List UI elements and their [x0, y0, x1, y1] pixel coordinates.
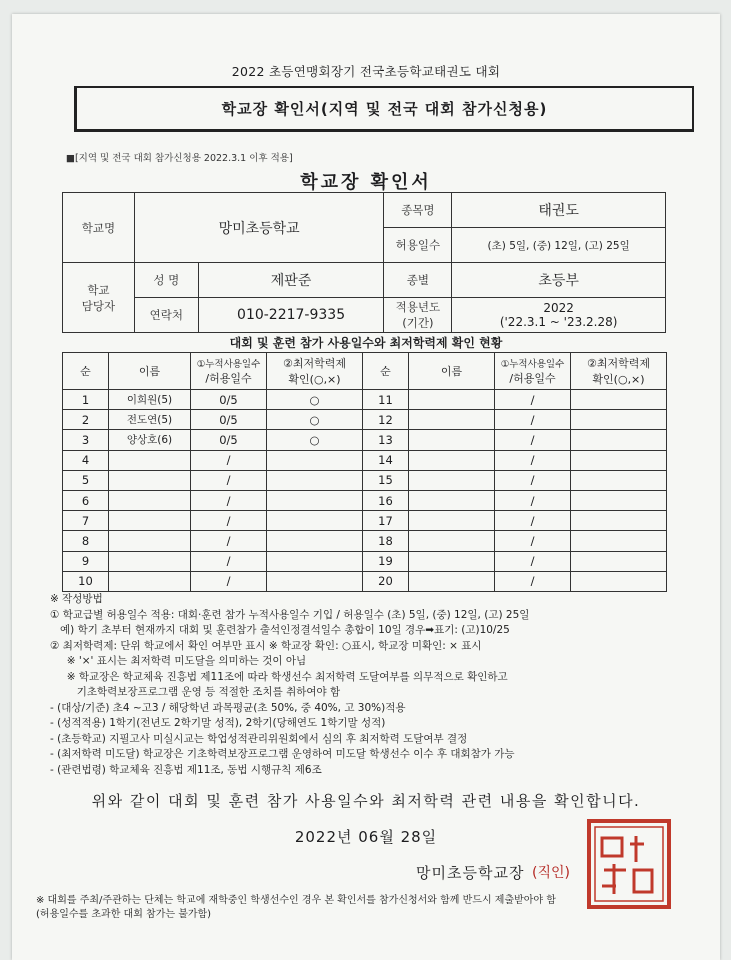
- row-check: [571, 450, 667, 470]
- allowed-days-value: (초) 5일, (중) 12일, (고) 25일: [452, 228, 666, 263]
- row-name: [109, 531, 191, 551]
- row-days: /: [495, 551, 571, 571]
- row-no: 10: [63, 571, 109, 591]
- row-days: /: [191, 450, 267, 470]
- row-days: /: [191, 571, 267, 591]
- row-no: 15: [363, 470, 409, 490]
- row-days: /: [495, 430, 571, 450]
- row-check: [267, 490, 363, 510]
- division-value: 초등부: [452, 263, 666, 298]
- info-table: [62, 192, 666, 333]
- header-min-line-1: ②최저학력제: [283, 357, 346, 370]
- row-name: 전도연(5): [109, 410, 191, 430]
- row-days: 0/5: [191, 430, 267, 450]
- note-line: - (초등학교) 지필고사 미실시교는 학업성적관리위원회에서 심의 후 최저학력 도달여부 결정: [50, 732, 468, 745]
- row-name: 이희원(5): [109, 390, 191, 410]
- row-days: /: [191, 551, 267, 571]
- table-row: [63, 430, 667, 450]
- doc-box-title: [74, 86, 694, 132]
- note-line: 예) 학기 초부터 현재까지 대회 및 훈련참가 출석인정결석일수 총합이 10일 경우➡표기: (고)10/25: [50, 624, 510, 636]
- school-label: 학교명: [63, 193, 135, 263]
- contact-value: 010-2217-9335: [198, 298, 384, 333]
- doc-box-title-text: 학교장 확인서(지역 및 전국 대회 참가신청용): [221, 100, 548, 118]
- note-line: ※ 작성방법: [50, 593, 103, 605]
- row-check: [267, 531, 363, 551]
- row-check: [267, 571, 363, 591]
- row-days: /: [191, 511, 267, 531]
- notes-section: [50, 592, 529, 778]
- event-title: 2022 초등연맹회장기 전국초등학교태권도 대회: [231, 64, 501, 79]
- row-days: /: [191, 531, 267, 551]
- manager-name: 제판준: [198, 263, 384, 298]
- page-title: 학교장 확인서: [300, 172, 432, 193]
- row-check: ○: [267, 410, 363, 430]
- row-name: [409, 571, 495, 591]
- table-row: [63, 450, 667, 470]
- header-min-right: [571, 353, 667, 390]
- manager-label-line-2: 담당자: [81, 298, 116, 313]
- row-check: [267, 551, 363, 571]
- row-days: /: [495, 571, 571, 591]
- school-seal-icon: [586, 818, 672, 910]
- row-check: [571, 430, 667, 450]
- row-check: [571, 490, 667, 510]
- row-no: 3: [63, 430, 109, 450]
- note-line: - (최저학력 미도달) 학교장은 기초학력보장프로그램 운영하여 미도달 학생선수 이수 후 대회참가 가능: [50, 748, 515, 760]
- row-name: [409, 470, 495, 490]
- row-no: 7: [63, 511, 109, 531]
- footer-line: (허용일수를 초과한 대회 참가는 불가함): [36, 909, 212, 920]
- header-no-right: 순: [363, 353, 409, 390]
- row-name: [409, 531, 495, 551]
- table-header-row: [63, 353, 667, 390]
- note-line: ※ '×' 표시는 최저학력 미도달을 의미하는 것이 아님: [50, 655, 307, 667]
- table-row: [63, 531, 667, 551]
- seal-mark: (직인): [532, 865, 570, 881]
- year: 2022: [543, 301, 574, 315]
- section-title: 대회 및 훈련 참가 사용일수와 최저학력제 확인 현황: [229, 336, 503, 350]
- table-row: [63, 410, 667, 430]
- header-days-right-line-2: /허용일수: [509, 372, 556, 385]
- header-min-right-line-1: ②최저학력제: [587, 357, 650, 370]
- header-days: [191, 353, 267, 390]
- row-days: 0/5: [191, 390, 267, 410]
- row-check: [267, 450, 363, 470]
- manager-label-line-1: 학교: [87, 282, 110, 297]
- row-no: 6: [63, 490, 109, 510]
- sport-value: 태권도: [452, 193, 666, 228]
- table-row: [63, 490, 667, 510]
- row-days: /: [495, 511, 571, 531]
- row-name: [109, 551, 191, 571]
- row-no: 5: [63, 470, 109, 490]
- contact-label: 연락처: [134, 298, 198, 333]
- header-min: [267, 353, 363, 390]
- header-name-right: 이름: [409, 353, 495, 390]
- row-check: [571, 571, 667, 591]
- division-label: 종별: [384, 263, 452, 298]
- row-check: [571, 551, 667, 571]
- row-check: [571, 390, 667, 410]
- row-check: [267, 511, 363, 531]
- header-days-line-2: /허용일수: [205, 372, 252, 385]
- note-line: - (성적적용) 1학기(전년도 2학기말 성적), 2학기(당해연도 1학기말 성적): [50, 717, 386, 729]
- row-no: 20: [363, 571, 409, 591]
- table-row: [63, 390, 667, 410]
- header-min-right-line-2: 확인(○,×): [592, 373, 645, 386]
- row-check: [571, 410, 667, 430]
- row-days: /: [495, 490, 571, 510]
- row-no: 12: [363, 410, 409, 430]
- note-line: ② 최저학력제: 단위 학교에서 확인 여부만 표시 ※ 학교장 확인: ○표시, 학교장 미확인: × 표시: [50, 639, 482, 652]
- row-no: 1: [63, 390, 109, 410]
- row-days: /: [495, 410, 571, 430]
- row-name: [109, 470, 191, 490]
- confirm-statement: 위와 같이 대회 및 훈련 참가 사용일수와 최저학력 관련 내용을 확인합니다.: [91, 792, 641, 810]
- row-name: 양상호(6): [109, 430, 191, 450]
- school-name: 망미초등학교: [134, 193, 384, 263]
- header-name: 이름: [109, 353, 191, 390]
- document-page: [12, 14, 720, 960]
- year-value: [452, 298, 666, 333]
- row-days: /: [495, 531, 571, 551]
- manager-label: [63, 263, 135, 333]
- note-line: ① 학교급별 허용일수 적용: 대회·훈련 참가 누적사용일수 기입 / 허용일수 (초) 5일, (중) 12일, (고) 25일: [50, 608, 530, 621]
- row-no: 11: [363, 390, 409, 410]
- header-min-line-2: 확인(○,×): [288, 373, 341, 386]
- note-line: ※ 학교장은 학교체육 진흥법 제11조에 따라 학생선수 최저학력 도달여부를 의무적으로 확인하고: [50, 670, 508, 683]
- header-no: 순: [63, 353, 109, 390]
- row-name: [409, 430, 495, 450]
- row-no: 13: [363, 430, 409, 450]
- row-name: [109, 511, 191, 531]
- header-days-right: [495, 353, 571, 390]
- row-name: [109, 490, 191, 510]
- row-no: 19: [363, 551, 409, 571]
- table-row: [63, 571, 667, 591]
- row-check: [571, 531, 667, 551]
- footer-line: ※ 대회를 주최/주관하는 단체는 학교에 재학중인 학생선수인 경우 본 확인서를 참가신청서와 함께 반드시 제출받아야 함: [36, 895, 556, 906]
- principal-name: 망미초등학교장: [416, 864, 525, 882]
- name-label: 성 명: [134, 263, 198, 298]
- table-row: [63, 470, 667, 490]
- row-check: [571, 470, 667, 490]
- note-line: - (관련법령) 학교체육 진흥법 제11조, 동법 시행규칙 제6조: [50, 763, 322, 776]
- row-days: /: [495, 390, 571, 410]
- row-days: 0/5: [191, 410, 267, 430]
- year-label-line-1: 적용년도: [395, 300, 441, 314]
- row-no: 18: [363, 531, 409, 551]
- row-name: [109, 571, 191, 591]
- row-name: [409, 511, 495, 531]
- row-check: [571, 511, 667, 531]
- note-line: 기초학력보장프로그램 운영 등 적절한 조치를 취하여야 함: [50, 686, 341, 698]
- row-check: [267, 470, 363, 490]
- row-no: 16: [363, 490, 409, 510]
- row-no: 9: [63, 551, 109, 571]
- header-days-right-line-1: ①누적사용일수: [500, 359, 565, 370]
- top-note: ■[지역 및 전국 대회 참가신청용 2022.3.1 이후 적용]: [66, 153, 293, 164]
- row-name: [409, 410, 495, 430]
- row-days: /: [495, 470, 571, 490]
- footer-notes: [36, 894, 556, 922]
- row-check: ○: [267, 430, 363, 450]
- header-days-line-1: ①누적사용일수: [196, 359, 261, 370]
- table-row: [63, 511, 667, 531]
- table-row: [63, 551, 667, 571]
- row-no: 4: [63, 450, 109, 470]
- row-no: 8: [63, 531, 109, 551]
- row-no: 14: [363, 450, 409, 470]
- year-label: [384, 298, 452, 333]
- row-days: /: [495, 450, 571, 470]
- row-no: 17: [363, 511, 409, 531]
- allowed-days-label: 허용일수: [384, 228, 452, 263]
- table-body: [63, 390, 667, 592]
- row-days: /: [191, 470, 267, 490]
- date: 2022년 06월 28일: [294, 828, 438, 846]
- note-line: - (대상/기준) 초4 ~고3 / 해당학년 과목평균(초 50%, 중 40%, 고 30%)적용: [50, 701, 406, 714]
- year-label-line-2: (기간): [402, 316, 434, 330]
- row-name: [409, 490, 495, 510]
- row-days: /: [191, 490, 267, 510]
- participants-table: [62, 352, 667, 592]
- row-name: [109, 450, 191, 470]
- row-name: [409, 551, 495, 571]
- row-name: [409, 450, 495, 470]
- row-name: [409, 390, 495, 410]
- row-no: 2: [63, 410, 109, 430]
- sport-label: 종목명: [384, 193, 452, 228]
- row-check: ○: [267, 390, 363, 410]
- period: ('22.3.1 ~ '23.2.28): [499, 315, 618, 329]
